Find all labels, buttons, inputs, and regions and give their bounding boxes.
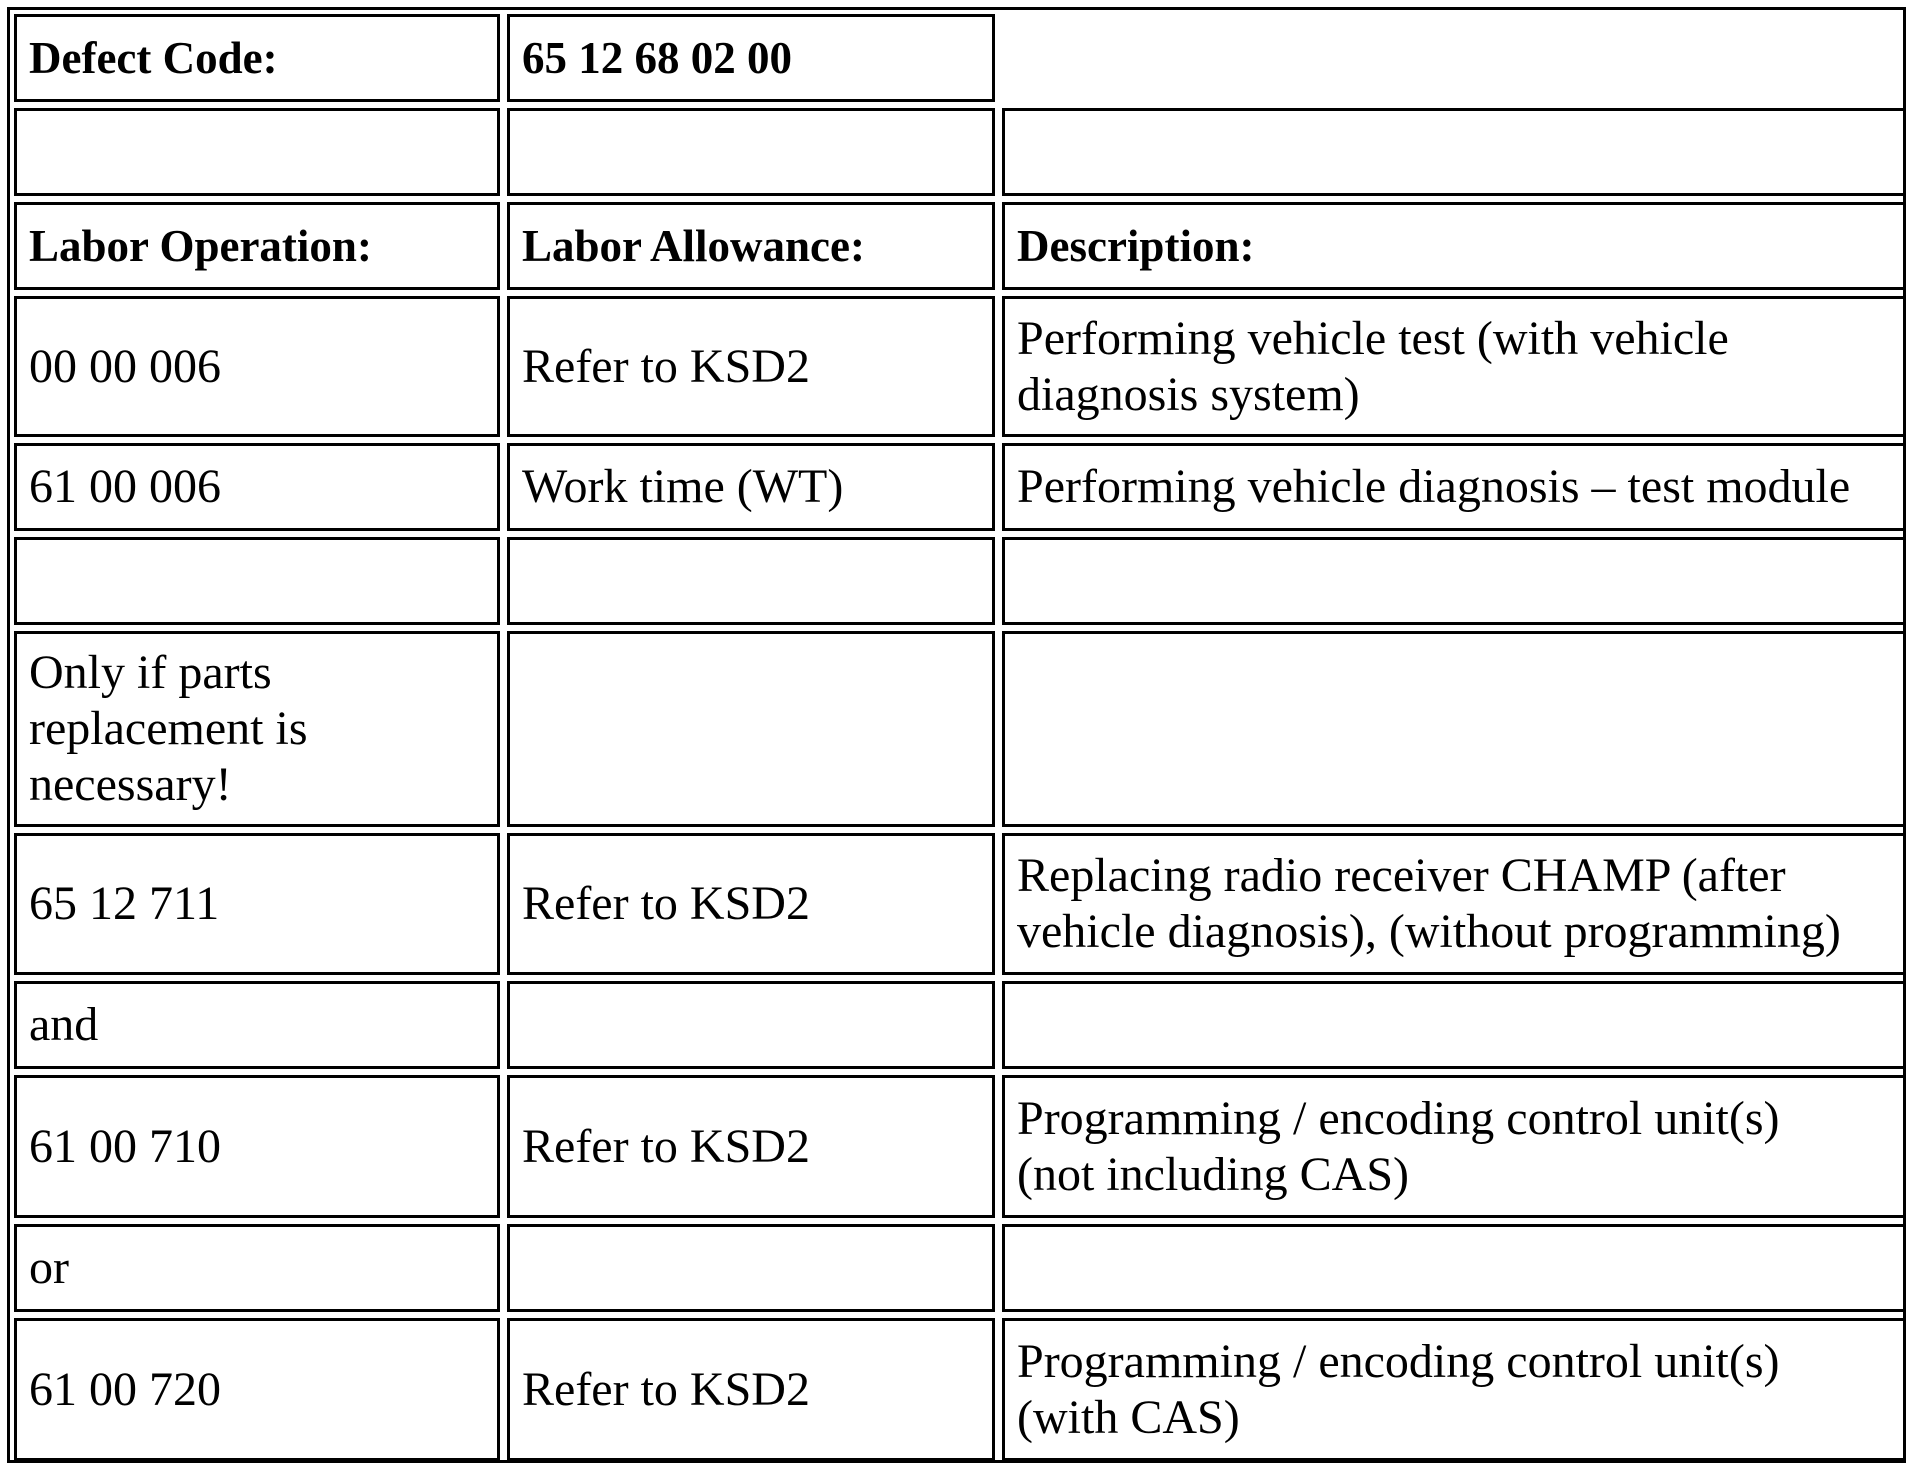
- table-cell-operation: or: [14, 1224, 500, 1312]
- table-cell-operation: 61 00 006: [14, 443, 500, 531]
- defect-code-value: 65 12 68 02 00: [507, 14, 995, 102]
- table-cell-allowance: Work time (WT): [507, 443, 995, 531]
- table-cell-allowance: Refer to KSD2: [507, 833, 995, 975]
- table-cell-allowance: Refer to KSD2: [507, 1075, 995, 1218]
- table-cell-allowance: [507, 981, 995, 1069]
- table-cell-operation: 61 00 710: [14, 1075, 500, 1218]
- defect-code-label: Defect Code:: [14, 14, 500, 102]
- table-cell-operation: [14, 108, 500, 196]
- table-cell-description: [1002, 537, 1906, 625]
- table-cell-description: Replacing radio receiver CHAMP (after vehicle diagnosis), (without programming): [1002, 833, 1906, 975]
- table-cell-operation: 65 12 711: [14, 833, 500, 975]
- table-cell-operation: [14, 537, 500, 625]
- table-cell-operation: Only if parts replacement is necessary!: [14, 631, 500, 827]
- table-cell-description: Programming / encoding control unit(s) (not including CAS): [1002, 1075, 1906, 1218]
- table-cell-allowance: [507, 631, 995, 827]
- table-cell-description: [1002, 108, 1906, 196]
- table-cell-operation: 00 00 006: [14, 296, 500, 437]
- table-cell-allowance: Refer to KSD2: [507, 296, 995, 437]
- table-cell-operation: 61 00 720: [14, 1318, 500, 1461]
- table-cell-description: [1002, 631, 1906, 827]
- header-description: Description:: [1002, 202, 1906, 290]
- table-cell-operation: and: [14, 981, 500, 1069]
- table-cell-allowance: [507, 108, 995, 196]
- table-cell-allowance: Refer to KSD2: [507, 1318, 995, 1461]
- table-cell-description: Programming / encoding control unit(s) (with CAS): [1002, 1318, 1906, 1461]
- table-cell-description: [1002, 1224, 1906, 1312]
- table-cell-description: Performing vehicle test (with vehicle diagnosis system): [1002, 296, 1906, 437]
- header-labor-operation: Labor Operation:: [14, 202, 500, 290]
- table-cell-description: Performing vehicle diagnosis – test module: [1002, 443, 1906, 531]
- table-cell-description: [1002, 981, 1906, 1069]
- table-cell-allowance: [507, 1224, 995, 1312]
- table-cell-allowance: [507, 537, 995, 625]
- header-labor-allowance: Labor Allowance:: [507, 202, 995, 290]
